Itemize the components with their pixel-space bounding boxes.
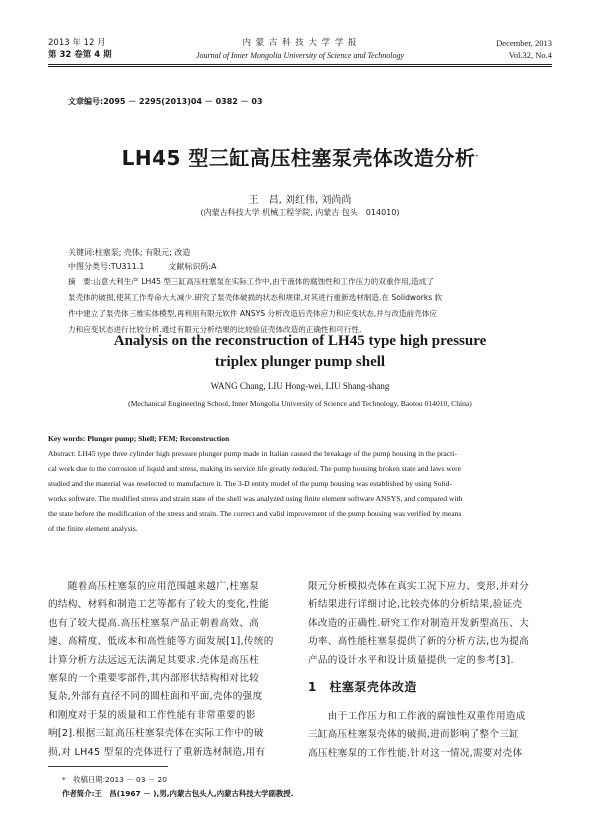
body-line: 产品的设计水平和设计质量提供一定的参考[3].: [308, 654, 514, 666]
body-line: 体改造的正确性.研究工作对制造开发新型高压、大: [308, 617, 530, 629]
classification: 中图分类号:TU311.1 文献标识码:A: [68, 262, 217, 271]
abstract-en-line: works software. The modified stress and strain state of the shell was analyzed using finite element software ANSYS, and compared with: [48, 494, 463, 503]
body-line: 也有了较大提高.高压柱塞泵产品正朝着高效、高: [48, 617, 260, 629]
abstract-en: [48, 446, 554, 536]
abstract-cn-line: 摘 要:山意大利生产 LH45 型三缸高压柱塞泵在实际工作中,由于液体的腐蚀性和工作压力的双重作用,造成了: [68, 277, 434, 286]
affiliation-cn: (内蒙古科技大学 机械工程学院, 内蒙古 包头 014010): [200, 208, 400, 217]
footnote-author: 作者简介:王 昌(1967 － ),男,内蒙古包头人,内蒙古科技大学副教授.: [62, 789, 294, 798]
header-date-en: December, 2013: [496, 38, 552, 48]
body-line: 损,对 LH45 型泵的壳体进行了重新选材制造,用有: [48, 746, 266, 758]
body-line: 速、高精度、低成本和高性能等方面发展[1],传统的: [48, 636, 274, 648]
keywords-cn: 关键词:柱塞泵; 壳体; 有限元; 改造: [68, 248, 191, 257]
abstract-en-line: of the finite element analysis.: [48, 524, 138, 533]
header-volume: 第 32 卷第 4 期: [48, 50, 112, 60]
body-line: 塞泵的一个重要零部件,其内部形状结构相对比较: [48, 673, 260, 685]
body-line: 高压柱塞泵的工作性能.针对这一情况,需要对壳体: [308, 747, 523, 759]
title-en-line: triplex plunger pump shell: [214, 354, 386, 370]
body-right-column-bottom: [308, 708, 552, 763]
abstract-cn: [68, 274, 548, 338]
authors-cn: 王 昌, 刘红伟, 刘尚尚: [248, 195, 352, 206]
body-right-column-top: [308, 578, 552, 670]
title-en-line: Analysis on the reconstruction of LH45 type high pressure: [113, 333, 487, 349]
abstract-cn-line: 力和应变状态进行比较分析.通过有限元分析结果的比较验证壳体改造的正确性和可行性.: [68, 325, 362, 334]
footnote-received: * 收稿日期:2013 － 03 － 20: [62, 775, 167, 784]
title-cn: LH45 型三缸高压柱塞泵壳体改造分析: [121, 146, 476, 170]
body-line: 计算分析方法远远无法满足其要求.壳体是高压柱: [48, 654, 260, 666]
header-rule-2: [48, 66, 552, 67]
body-line: 复杂,外部有直径不同的圆柱面和平面,壳体的强度: [48, 691, 263, 703]
header-date: 2013 年 12 月: [48, 38, 106, 48]
title-cn-wrap: [0, 142, 600, 171]
abstract-cn-line: 泵壳体的破损,使其工作寿命大大减少.研究了泵壳体破损的状态和规律,对其进行重新选材制造.在 Solidworks 软: [68, 293, 443, 302]
abstract-en-line: Abstract: LH45 type three cylinder high pressure plunger pump made in Italian caused the breakage of the pump housing in the practi-: [48, 449, 457, 458]
body-line: 析结果进行详细讨论,比较壳体的分析结果,验证壳: [308, 599, 523, 611]
body-left-column: [48, 578, 288, 762]
article-id: 文章编号:2095 － 2295(2013)04 － 0382 － 03: [68, 97, 263, 106]
abstract-en-line: cal work due to the corrosion of liquid and stress, making its service life greatly reduced. The pump housing broken state and laws were: [48, 464, 461, 473]
abstract-en-line: the state before the modification of the stress and strain. The correct and valid improvement of the pump housing was verified by means: [48, 509, 462, 518]
title-en: [0, 331, 600, 373]
title-footnote-mark: *: [475, 154, 479, 161]
body-line: 由于工作压力和工作液的腐蚀性双重作用造成: [308, 711, 526, 722]
body-line: 三缸高压柱塞泵壳体的破损,进而影响了整个三缸: [308, 729, 520, 741]
abstract-cn-line: 件中建立了泵壳体三维实体模型,再利用有限元软件 ANSYS 分析改造后壳体应力和应变状态,并与改造前壳体应: [68, 309, 437, 318]
authors-en: WANG Chang, LIU Hong-wei, LIU Shang-shang: [210, 381, 390, 391]
header-rule: [48, 64, 552, 65]
affiliation-en: (Mechanical Engineering School, Inner Mongolia University of Science and Technology, Baotou 014010, China): [128, 399, 472, 408]
journal-name-en: Journal of Inner Mongolia University of Science and Technology: [195, 51, 405, 60]
keywords-en: Key words: Plunger pump; Shell; FEM; Reconstruction: [48, 434, 230, 443]
body-line: 的结构、材料和制造工艺等都有了较大的变化,性能: [48, 599, 270, 611]
body-line: 响[2].根据三缸高压柱塞泵壳体在实际工作中的破: [48, 728, 264, 740]
body-line: 限元分析模拟壳体在真实工况下应力、变形,并对分: [308, 581, 530, 592]
section-heading: 1 柱塞泵壳体改造: [308, 680, 417, 694]
header-volume-en: Vol.32, No.4: [508, 50, 552, 60]
footnote-rule: [48, 766, 168, 767]
body-line: 随着高压柱塞泵的应用范围越来越广,柱塞泵: [48, 581, 260, 592]
body-line: 功率、高性能柱塞泵提供了新的分析方法,也为提高: [308, 636, 530, 648]
body-line: 和刚度对于泵的质量和工作性能有非常重要的影: [48, 709, 256, 721]
journal-name-cn: 内 蒙 古 科 技 大 学 学 报: [242, 38, 358, 48]
abstract-en-line: studied and the material was reselected to manufacture it. The 3-D entity model of the pump housing was established by using Solid-: [48, 479, 452, 488]
